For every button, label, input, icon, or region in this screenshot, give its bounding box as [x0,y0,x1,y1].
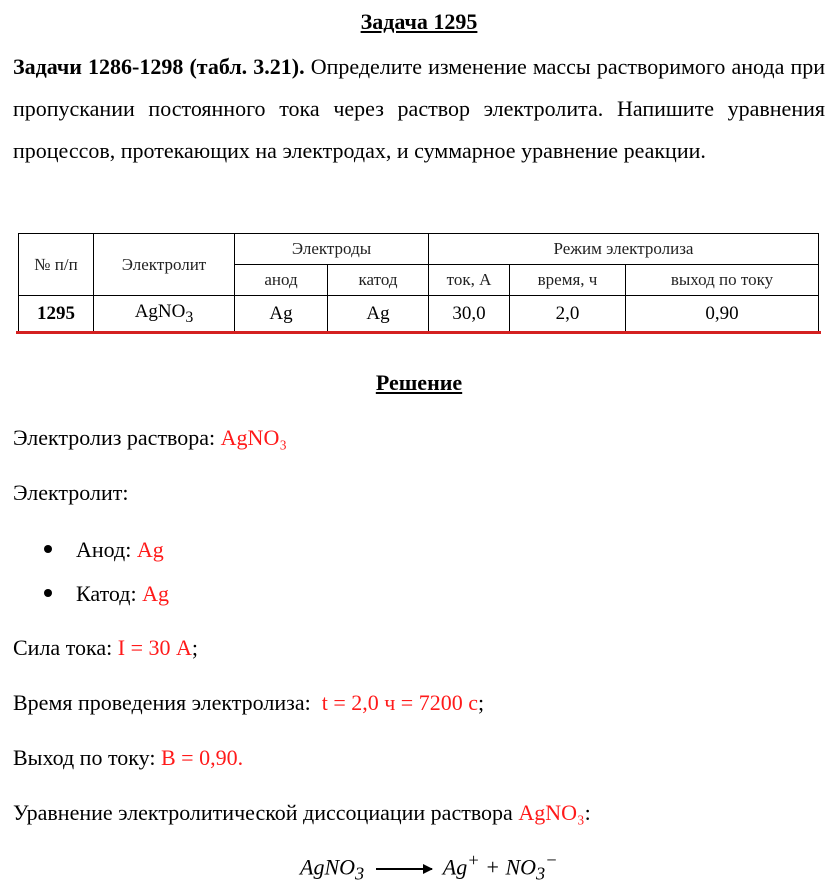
task-statement-text: Определите изменение массы растворимого анода при пропускании постоянного тока через раствор электролита. Напишите уравнения процессов, протекающих на электродах, и суммарное уравнение реакции. [13,54,825,163]
cell-electrolyte [94,296,235,332]
cell-num: 1295 [19,296,94,332]
table-underline [16,331,821,334]
current-label: Сила тока: [13,635,118,660]
time-value: t = 2,0 ч = 7200 с [321,690,478,715]
header-time: время, ч [510,265,626,296]
cell-anode: Ag [235,296,328,332]
cell-cathode: Ag [328,296,429,332]
electrolyte-formula: AgNO [134,300,186,322]
anode-value: Ag [136,537,164,562]
bullet-icon [44,545,52,553]
header-anode: анод [235,265,328,296]
header-electrolyte: Электролит [94,234,235,296]
header-current: ток, А [429,265,510,296]
arrow-icon [376,868,432,870]
header-yield: выход по току [626,265,819,296]
task-statement [13,46,825,172]
cell-yield: 0,90 [626,296,819,332]
cathode-value: Ag [142,581,169,606]
bullet-icon [44,589,52,597]
list-item-anode [44,537,164,563]
list-item-cathode [44,581,169,607]
electrolyte-subscript: 3 [185,308,194,326]
eq-left-sub: 3 [355,863,365,884]
header-mode: Режим электролиза [429,234,819,265]
eq-right2-sup: − [545,850,558,870]
time-tail: ; [477,690,485,715]
electrolysis-label: Электролиз раствора: [13,425,221,450]
task-statement-bold: Задачи 1286-1298 (табл. 3.21). [13,54,305,79]
dissociation-tail: : [584,800,591,825]
task-title: Задача 1295 [360,9,478,34]
line-dissociation [13,800,591,826]
header-cathode: катод [328,265,429,296]
cathode-label: Катод: [76,581,143,606]
solution-title: Решение [375,370,463,395]
time-label: Время проведения электролиза: [13,690,322,715]
anode-label: Анод: [76,537,137,562]
cell-current: 30,0 [429,296,510,332]
current-tail: ; [191,635,198,660]
task-table [18,233,819,332]
eq-plus: + [479,854,506,880]
header-num: № п/п [19,234,94,296]
current-value: I = 30 А [117,635,192,660]
eq-right1: Ag [442,854,468,880]
table-row [19,296,819,332]
electrolysis-value: AgNO₃ [220,425,288,450]
yield-label: Выход по току: [13,745,161,770]
line-electrolyte: Электролит: [13,480,129,505]
line-time [13,690,484,716]
line-current [13,635,198,661]
dissociation-equation [300,850,558,885]
dissociation-label: Уравнение электролитической диссоциации раствора [13,800,519,825]
line-yield [13,745,243,771]
eq-left: AgNO [300,854,355,880]
line-electrolysis [13,425,287,451]
yield-value: В = 0,90. [160,745,244,770]
header-electrodes: Электроды [235,234,429,265]
eq-right1-sup: + [467,850,480,870]
dissociation-value: AgNO₃ [518,800,585,825]
eq-right2-sub: 3 [536,863,546,884]
eq-right2: NO [505,854,537,880]
cell-time: 2,0 [510,296,626,332]
